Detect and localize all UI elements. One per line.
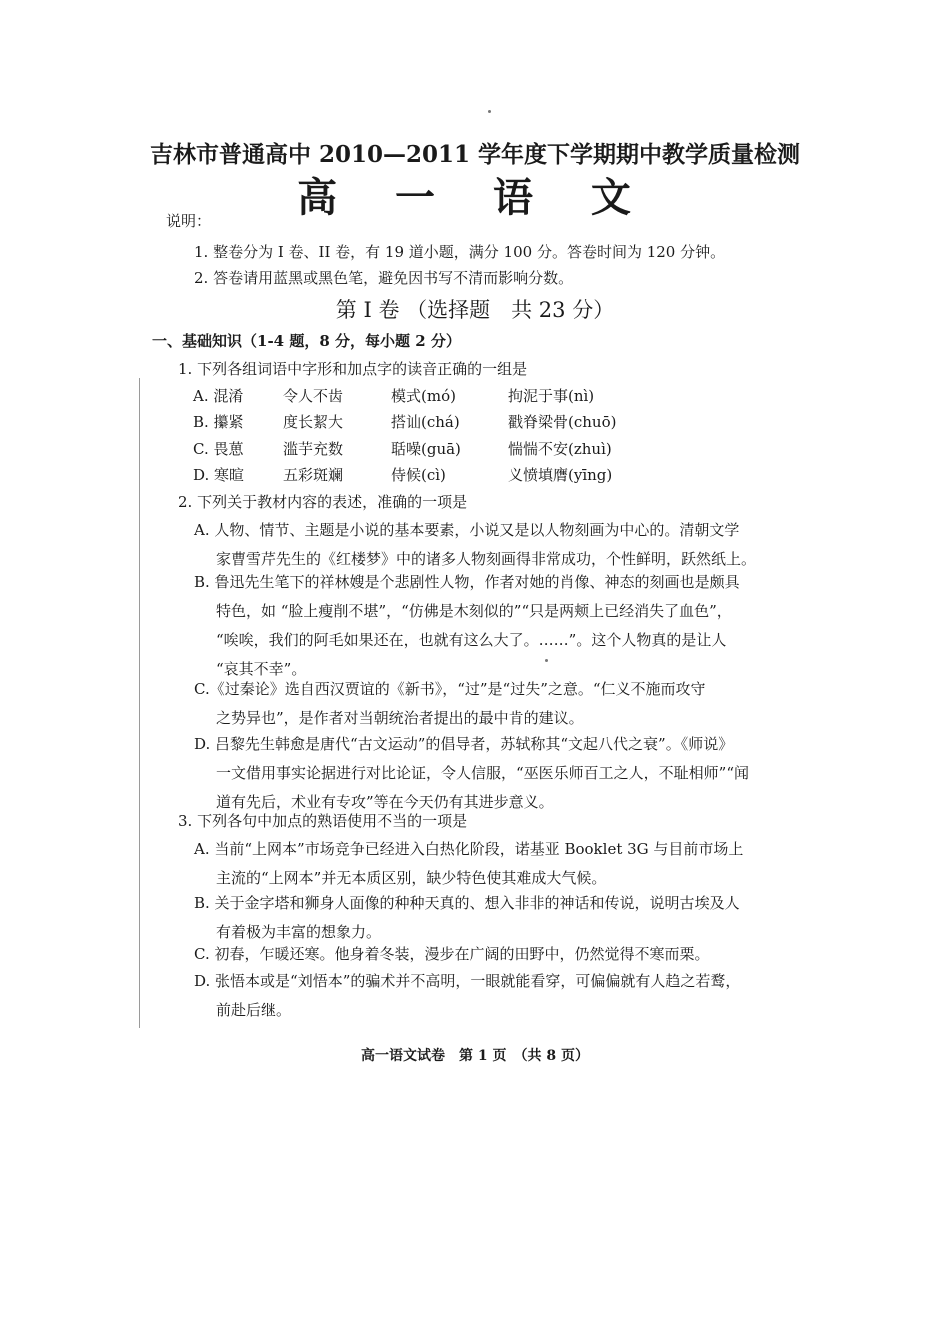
- q2-option-b: [194, 568, 740, 684]
- option-line: “唉唉，我们的阿毛如果还在，也就有这么大了。……”。这个人物真的是让人: [216, 631, 727, 649]
- option-line: 道有先后，术业有专攻”等在今天仍有其进步意义。: [216, 793, 554, 811]
- q1-option-cell: 令人不齿: [283, 387, 344, 405]
- q1-option-cell: 模式(mó): [391, 387, 456, 405]
- option-line: D. 吕黎先生韩愈是唐代“古文运动”的倡导者，苏轼称其“文起八代之衰”。《师说》: [194, 735, 734, 753]
- option-line: D. 张悟本或是“刘悟本”的骗术并不高明，一眼就能看穿，可偏偏就有人趋之若鹜，: [194, 972, 741, 990]
- q1-option-cell: 搭讪(chá): [391, 413, 460, 431]
- option-line: 有着极为丰富的想象力。: [216, 923, 382, 941]
- q1-option-cell: 五彩斑斓: [283, 466, 344, 484]
- question-stem: 3. 下列各句中加点的熟语使用不当的一项是: [178, 812, 468, 830]
- q1-option-cell: 聒噪(guā): [391, 440, 461, 458]
- option-line: 家曹雪芹先生的《红楼梦》中的诸多人物刻画得非常成功，个性鲜明，跃然纸上。: [216, 550, 757, 568]
- q1-option-cell: D. 寒暄: [193, 466, 245, 484]
- exam-title: 高 一 语 文: [297, 174, 653, 221]
- q1-option-cell: 拘泥于事(nì): [508, 387, 595, 405]
- scan-speck: [488, 110, 491, 113]
- q1-option-cell: A. 混淆: [193, 387, 244, 405]
- page-footer: 高一语文试卷 第 1 页 （共 8 页）: [361, 1048, 589, 1064]
- option-line: 特色，如 “脸上瘦削不堪”，“仿佛是木刻似的”“只是两颊上已经消失了血色”，: [216, 602, 732, 620]
- question-stem: 1. 下列各组词语中字形和加点字的读音正确的一组是: [178, 360, 528, 378]
- exam-header: 吉林市普通高中 2010—2011 学年度下学期期中教学质量检测: [149, 141, 801, 168]
- q2-option-c: [194, 675, 706, 733]
- q2-option-d: [194, 730, 749, 817]
- option-line: 前赴后继。: [216, 1001, 292, 1019]
- q1-option-cell: 滥芋充数: [283, 440, 344, 458]
- option-line: B. 鲁迅先生笔下的祥林嫂是个悲剧性人物，作者对她的肖像、神态的刻画也是颇具: [194, 573, 740, 591]
- q1-option-cell: 戳脊梁骨(chuō): [508, 413, 617, 431]
- margin-line: [139, 378, 140, 1028]
- q1-option-cell: B. 攥紧: [193, 413, 244, 431]
- option-line: A. 当前“上网本”市场竞争已经进入白热化阶段，诺基亚 Booklet 3G 与目前市场上: [194, 840, 744, 858]
- q3-option-b: [194, 889, 740, 947]
- note-item: 1. 整卷分为 I 卷、II 卷，有 19 道小题，满分 100 分。答卷时间为 120 分钟。: [194, 243, 726, 261]
- option-line: B. 关于金字塔和狮身人面像的种种天真的、想入非非的神话和传说，说明古埃及人: [194, 894, 740, 912]
- q2-option-a: [194, 516, 756, 574]
- question-stem: 2. 下列关于教材内容的表述，准确的一项是: [178, 493, 468, 511]
- option-line: 主流的“上网本”并无本质区别，缺少特色使其难成大气候。: [216, 869, 607, 887]
- q3-option-d: [194, 967, 740, 1025]
- option-line: C.《过秦论》选自西汉贾谊的《新书》，“过”是“过失”之意。“仁义不施而攻守: [194, 680, 706, 698]
- q3-option-a: [194, 835, 743, 893]
- option-line: C. 初春，乍暖还寒。他身着冬装，漫步在广阔的田野中，仍然觉得不寒而栗。: [194, 945, 710, 963]
- q1-option-cell: C. 畏葸: [193, 440, 244, 458]
- q3-option-c: [194, 940, 709, 969]
- q1-option-cell: 度长絜大: [283, 413, 344, 431]
- q1-option-cell: 惴惴不安(zhuì): [508, 440, 612, 458]
- q1-option-cell: 义愤填膺(yīng): [508, 466, 613, 484]
- option-line: 一文借用事实论据进行对比论证，令人信服，“巫医乐师百工之人，不耻相师”“闻: [216, 764, 750, 782]
- q1-option-cell: 侍候(cì): [391, 466, 446, 484]
- option-line: 之势异也”，是作者对当朝统治者提出的最中肯的建议。: [216, 709, 584, 727]
- part-heading: 一、基础知识（1-4 题，8 分，每小题 2 分）: [152, 332, 461, 350]
- section-title: 第 I 卷 （选择题 共 23 分）: [335, 298, 615, 322]
- note-item: 2. 答卷请用蓝黑或黑色笔，避免因书写不清而影响分数。: [194, 269, 574, 287]
- option-line: A. 人物、情节、主题是小说的基本要素，小说又是以人物刻画为中心的。清朝文学: [194, 521, 740, 539]
- notes-label: 说明：: [166, 212, 212, 230]
- option-line: “哀其不幸”。: [216, 660, 307, 678]
